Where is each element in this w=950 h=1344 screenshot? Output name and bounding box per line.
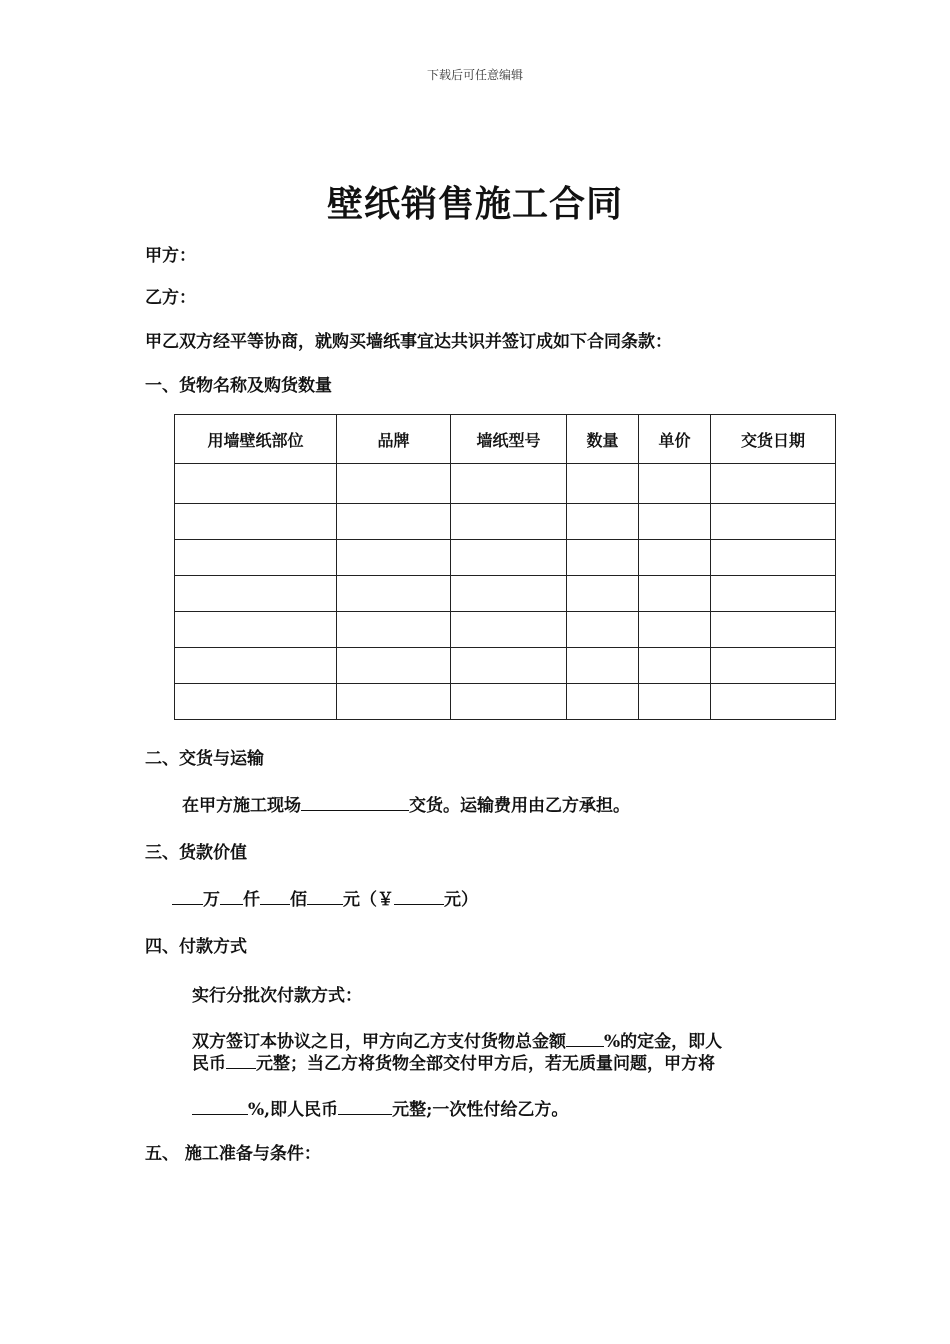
deposit-amount-blank[interactable] xyxy=(226,1051,256,1069)
delivery-line xyxy=(182,791,630,816)
table-cell[interactable] xyxy=(175,612,337,648)
bai-blank[interactable] xyxy=(260,887,290,905)
table-cell[interactable] xyxy=(639,648,711,684)
column-header: 交货日期 xyxy=(711,415,836,464)
table-cell[interactable] xyxy=(175,684,337,720)
table-cell[interactable] xyxy=(337,504,451,540)
payment-text: %,即人民币 xyxy=(248,1100,339,1120)
delivery-text-before: 在甲方施工现场 xyxy=(182,796,301,816)
header-note: 下载后可任意编辑 xyxy=(426,68,523,82)
intro-text: 甲乙双方经平等协商，就购买墙纸事宜达共识并签订成如下合同条款： xyxy=(145,332,672,352)
table-cell[interactable] xyxy=(567,540,639,576)
table-cell[interactable] xyxy=(711,464,836,504)
table-cell[interactable] xyxy=(175,504,337,540)
table-cell[interactable] xyxy=(639,576,711,612)
column-header: 单价 xyxy=(639,415,711,464)
payment-subheading: 实行分批次付款方式： xyxy=(192,986,362,1006)
final-amount-blank[interactable] xyxy=(338,1097,392,1115)
section5-heading: 五、 施工准备与条件： xyxy=(145,1144,321,1164)
table-row xyxy=(175,504,836,540)
column-header: 品牌 xyxy=(337,415,451,464)
table-cell[interactable] xyxy=(451,540,567,576)
table-cell[interactable] xyxy=(337,612,451,648)
payment-text: 双方签订本协议之日，甲方向乙方支付货物总金额 xyxy=(192,1032,566,1052)
payment-line-2 xyxy=(192,1049,715,1074)
payment-text: 元整；当乙方将货物全部交付甲方后，若无质量问题，甲方将 xyxy=(256,1054,715,1074)
qian-blank[interactable] xyxy=(220,887,243,905)
table-cell[interactable] xyxy=(175,648,337,684)
table-cell[interactable] xyxy=(711,504,836,540)
final-percent-blank[interactable] xyxy=(192,1097,248,1115)
yuan-label: 元（￥ xyxy=(343,890,394,910)
table-row xyxy=(175,612,836,648)
delivery-text-after: 交货。运输费用由乙方承担。 xyxy=(409,796,630,816)
table-cell[interactable] xyxy=(639,540,711,576)
yuan-blank[interactable] xyxy=(307,887,343,905)
bai-label: 佰 xyxy=(290,890,307,910)
table-cell[interactable] xyxy=(451,648,567,684)
total-amount-blank[interactable] xyxy=(394,887,444,905)
page-title: 壁纸销售施工合同 xyxy=(326,184,623,225)
table-cell[interactable] xyxy=(639,504,711,540)
column-header: 数量 xyxy=(567,415,639,464)
table-row xyxy=(175,684,836,720)
table-cell[interactable] xyxy=(175,464,337,504)
section3-heading: 三、货款价值 xyxy=(145,843,247,863)
table-cell[interactable] xyxy=(711,648,836,684)
amount-line xyxy=(172,885,478,910)
table-cell[interactable] xyxy=(711,540,836,576)
table-cell[interactable] xyxy=(639,612,711,648)
column-header: 用墙壁纸部位 xyxy=(175,415,337,464)
table-cell[interactable] xyxy=(337,464,451,504)
payment-text: %的定金，即人 xyxy=(604,1032,723,1052)
table-cell[interactable] xyxy=(567,504,639,540)
table-cell[interactable] xyxy=(639,464,711,504)
table-cell[interactable] xyxy=(337,576,451,612)
table-cell[interactable] xyxy=(711,576,836,612)
section2-heading: 二、交货与运输 xyxy=(145,749,264,769)
table-cell[interactable] xyxy=(451,464,567,504)
column-header: 墙纸型号 xyxy=(451,415,567,464)
table-cell[interactable] xyxy=(567,464,639,504)
payment-line-3 xyxy=(192,1095,568,1120)
table-cell[interactable] xyxy=(567,684,639,720)
party-a-label: 甲方： xyxy=(145,246,196,266)
table-cell[interactable] xyxy=(451,576,567,612)
table-cell[interactable] xyxy=(567,648,639,684)
table-cell[interactable] xyxy=(451,612,567,648)
wan-label: 万 xyxy=(203,890,220,910)
section4-heading: 四、付款方式 xyxy=(145,937,247,957)
table-cell[interactable] xyxy=(337,648,451,684)
table-row xyxy=(175,464,836,504)
delivery-location-blank[interactable] xyxy=(301,793,409,811)
yuan-close-label: 元） xyxy=(444,890,478,910)
payment-text: 元整;一次性付给乙方。 xyxy=(392,1100,569,1120)
table-row xyxy=(175,576,836,612)
party-b-label: 乙方： xyxy=(145,288,196,308)
deposit-percent-blank[interactable] xyxy=(566,1029,604,1047)
qian-label: 仟 xyxy=(243,890,260,910)
table-header-row xyxy=(175,415,836,464)
table-cell[interactable] xyxy=(639,684,711,720)
table-row xyxy=(175,540,836,576)
table-cell[interactable] xyxy=(567,612,639,648)
wan-blank[interactable] xyxy=(172,887,203,905)
table-cell[interactable] xyxy=(711,612,836,648)
table-cell[interactable] xyxy=(451,504,567,540)
table-cell[interactable] xyxy=(337,684,451,720)
table-cell[interactable] xyxy=(567,576,639,612)
goods-table xyxy=(174,414,836,720)
table-cell[interactable] xyxy=(175,576,337,612)
table-cell[interactable] xyxy=(337,540,451,576)
table-cell[interactable] xyxy=(711,684,836,720)
table-row xyxy=(175,648,836,684)
table-cell[interactable] xyxy=(451,684,567,720)
section1-heading: 一、货物名称及购货数量 xyxy=(145,376,332,396)
table-cell[interactable] xyxy=(175,540,337,576)
payment-text: 民币 xyxy=(192,1054,226,1074)
